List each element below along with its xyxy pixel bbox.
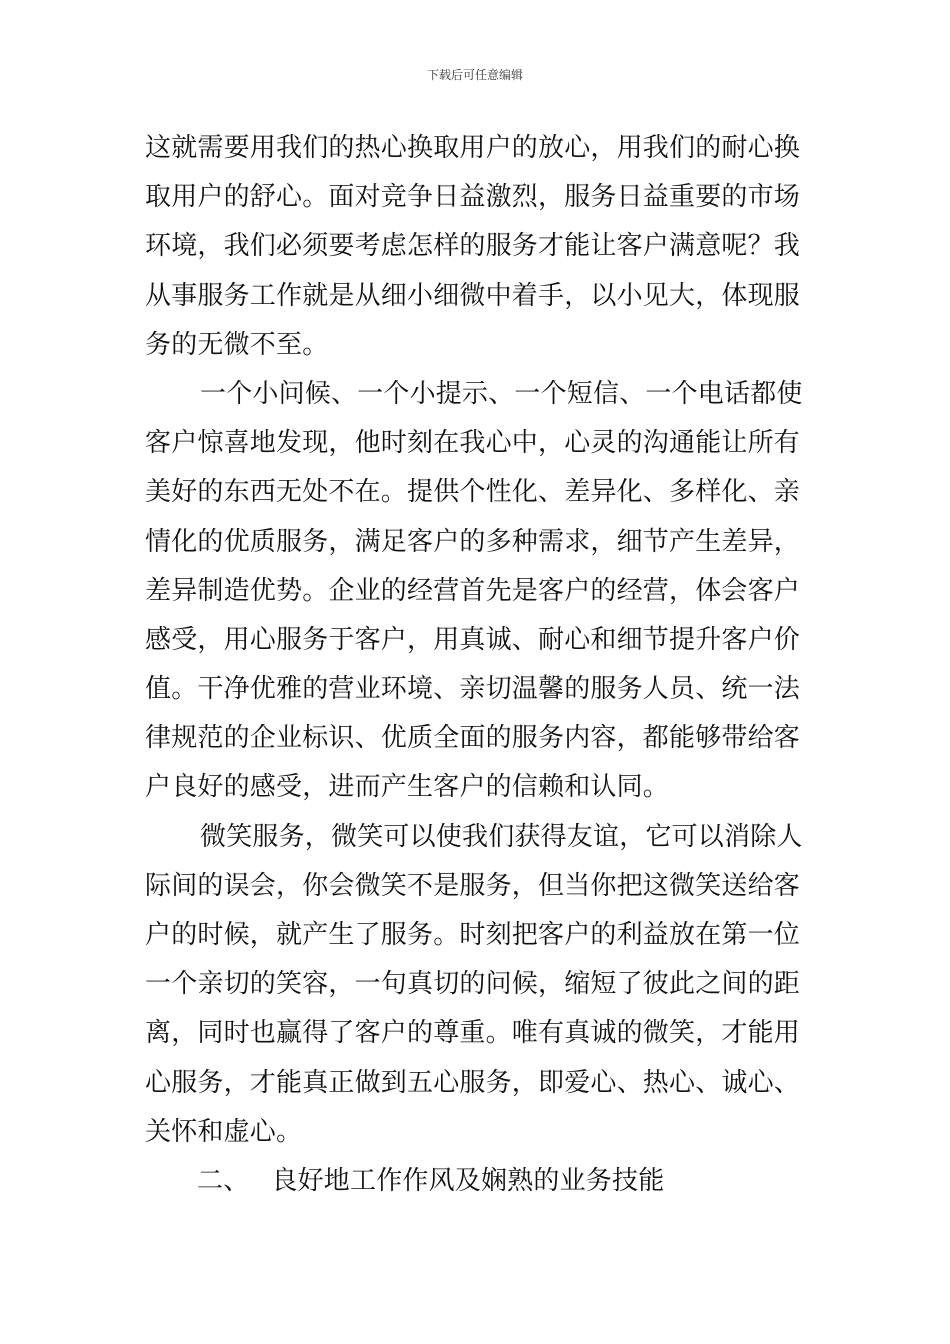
section-title: 良好地工作作风及娴熟的业务技能 [271,1165,665,1196]
text-line: 律规范的企业标识、优质全面的服务内容，都能够带给客 [145,723,801,754]
text-line: 心服务，才能真正做到五心服务，即爱心、热心、诚心、 [145,1067,801,1098]
text-line: 离，同时也赢得了客户的尊重。唯有真诚的微笑，才能用 [145,1018,801,1049]
text-line: 户良好的感受，进而产生客户的信赖和认同。 [145,772,670,803]
text-line: 取用户的舒心。面对竞争日益激烈，服务日益重要的市场 [145,182,801,213]
section-number: 二、 [197,1165,250,1196]
text-line: 从事服务工作就是从细小细微中着手，以小见大，体现服 [145,280,801,311]
text-line: 值。干净优雅的营业环境、亲切温馨的服务人员、统一法 [145,674,801,705]
text-line: 务的无微不至。 [145,329,329,360]
text-line: 环境，我们必须要考虑怎样的服务才能让客户满意呢？我 [145,231,801,262]
section-heading [145,1157,809,1206]
text-line: 关怀和虚心。 [145,1116,303,1147]
text-line: 际间的误会，你会微笑不是服务，但当你把这微笑送给客 [145,870,801,901]
text-line: 情化的优质服务，满足客户的多种需求，细节产生差异， [145,526,801,557]
paragraph-start-line: 微笑服务，微笑可以使我们获得友谊，它可以消除人 [200,821,803,852]
text-line: 感受，用心服务于客户，用真诚、耐心和细节提升客户价 [145,624,801,655]
paragraph-start-line: 一个小问候、一个小提示、一个短信、一个电话都使 [200,378,803,409]
text-line: 户的时候，就产生了服务。时刻把客户的利益放在第一位 [145,920,801,950]
text-line: 这就需要用我们的热心换取用户的放心，用我们的耐心换 [145,133,801,163]
document-body [145,124,809,1206]
header-note: 下载后可任意编辑 [426,68,523,82]
text-line: 差异制造优势。企业的经营首先是客户的经营，体会客户 [145,575,801,606]
text-line: 客户惊喜地发现，他时刻在我心中，心灵的沟通能让所有 [145,428,801,459]
text-line: 美好的东西无处不在。提供个性化、差异化、多样化、亲 [145,477,801,508]
text-line: 一个亲切的笑容，一句真切的问候，缩短了彼此之间的距 [145,969,801,1000]
